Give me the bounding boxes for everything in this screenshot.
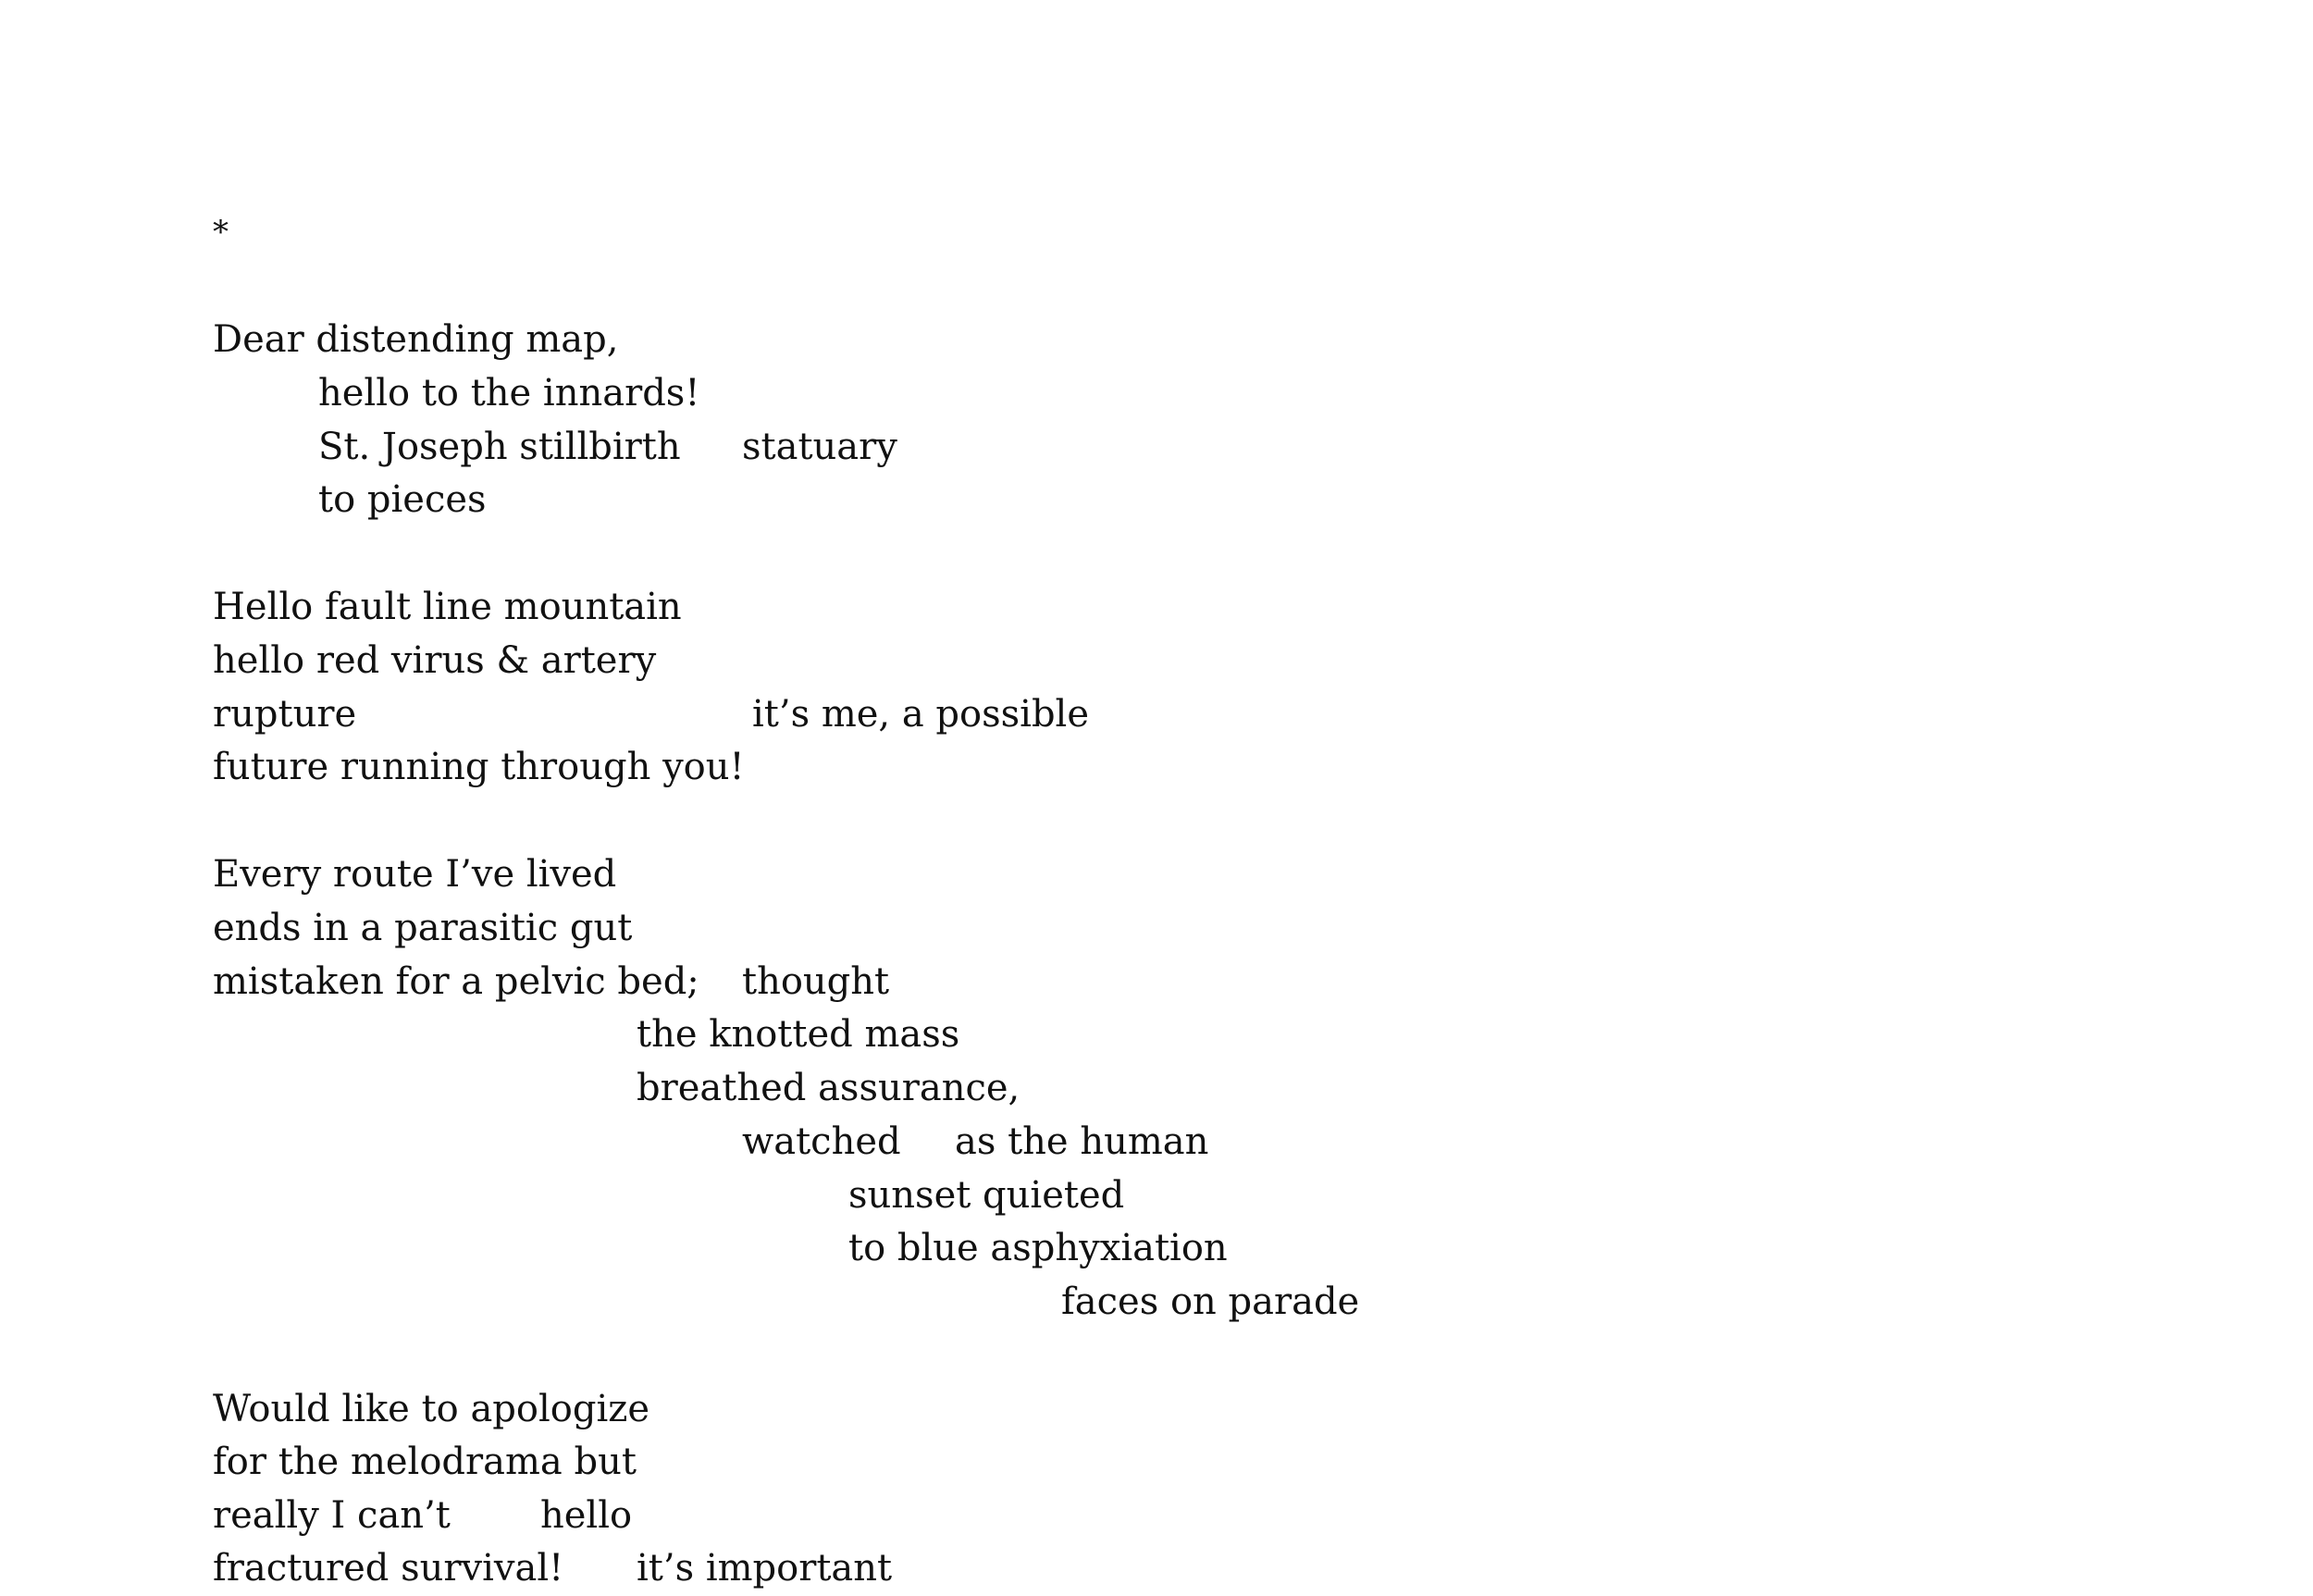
poem-line-fragment: it’s me, a possible <box>752 693 1090 736</box>
poem-line: hello to the innards! <box>318 372 700 414</box>
poem-line: faces on parade <box>1061 1281 1360 1323</box>
poem-line: mistaken for a pelvic bed; <box>213 960 699 1003</box>
poem-line-fragment: statuary <box>742 426 897 468</box>
poem-line: ends in a parasitic gut <box>213 907 633 949</box>
poem-line: Every route I’ve lived <box>213 853 617 896</box>
poem-line: Would like to apologize <box>213 1388 649 1430</box>
poem-line: watched <box>742 1120 901 1163</box>
section-mark: * <box>213 214 229 251</box>
poem-line: future running through you! <box>213 746 745 788</box>
poem-line-fragment: it’s important <box>637 1547 893 1590</box>
poem-line: hello red virus & artery <box>213 639 657 682</box>
poem-line: to pieces <box>318 478 487 521</box>
poem-line-fragment: as the human <box>955 1120 1209 1163</box>
poem-line: Dear distending map, <box>213 318 619 361</box>
poem-line-fragment: thought <box>742 960 890 1003</box>
poem-line: fractured survival! <box>213 1547 564 1590</box>
poem-line: sunset quieted <box>848 1174 1125 1217</box>
poem-line: Hello fault line mountain <box>213 586 682 628</box>
poem-line-fragment: hello <box>540 1494 633 1537</box>
poem-line: St. Joseph stillbirth <box>318 426 681 468</box>
poem-line: to blue asphyxiation <box>848 1227 1228 1269</box>
poem-line: rupture <box>213 693 357 736</box>
poem-line: breathed assurance, <box>637 1067 1020 1109</box>
poem-line: the knotted mass <box>637 1013 960 1056</box>
poem-line: really I can’t <box>213 1494 451 1537</box>
poem-line: for the melodrama but <box>213 1441 637 1483</box>
